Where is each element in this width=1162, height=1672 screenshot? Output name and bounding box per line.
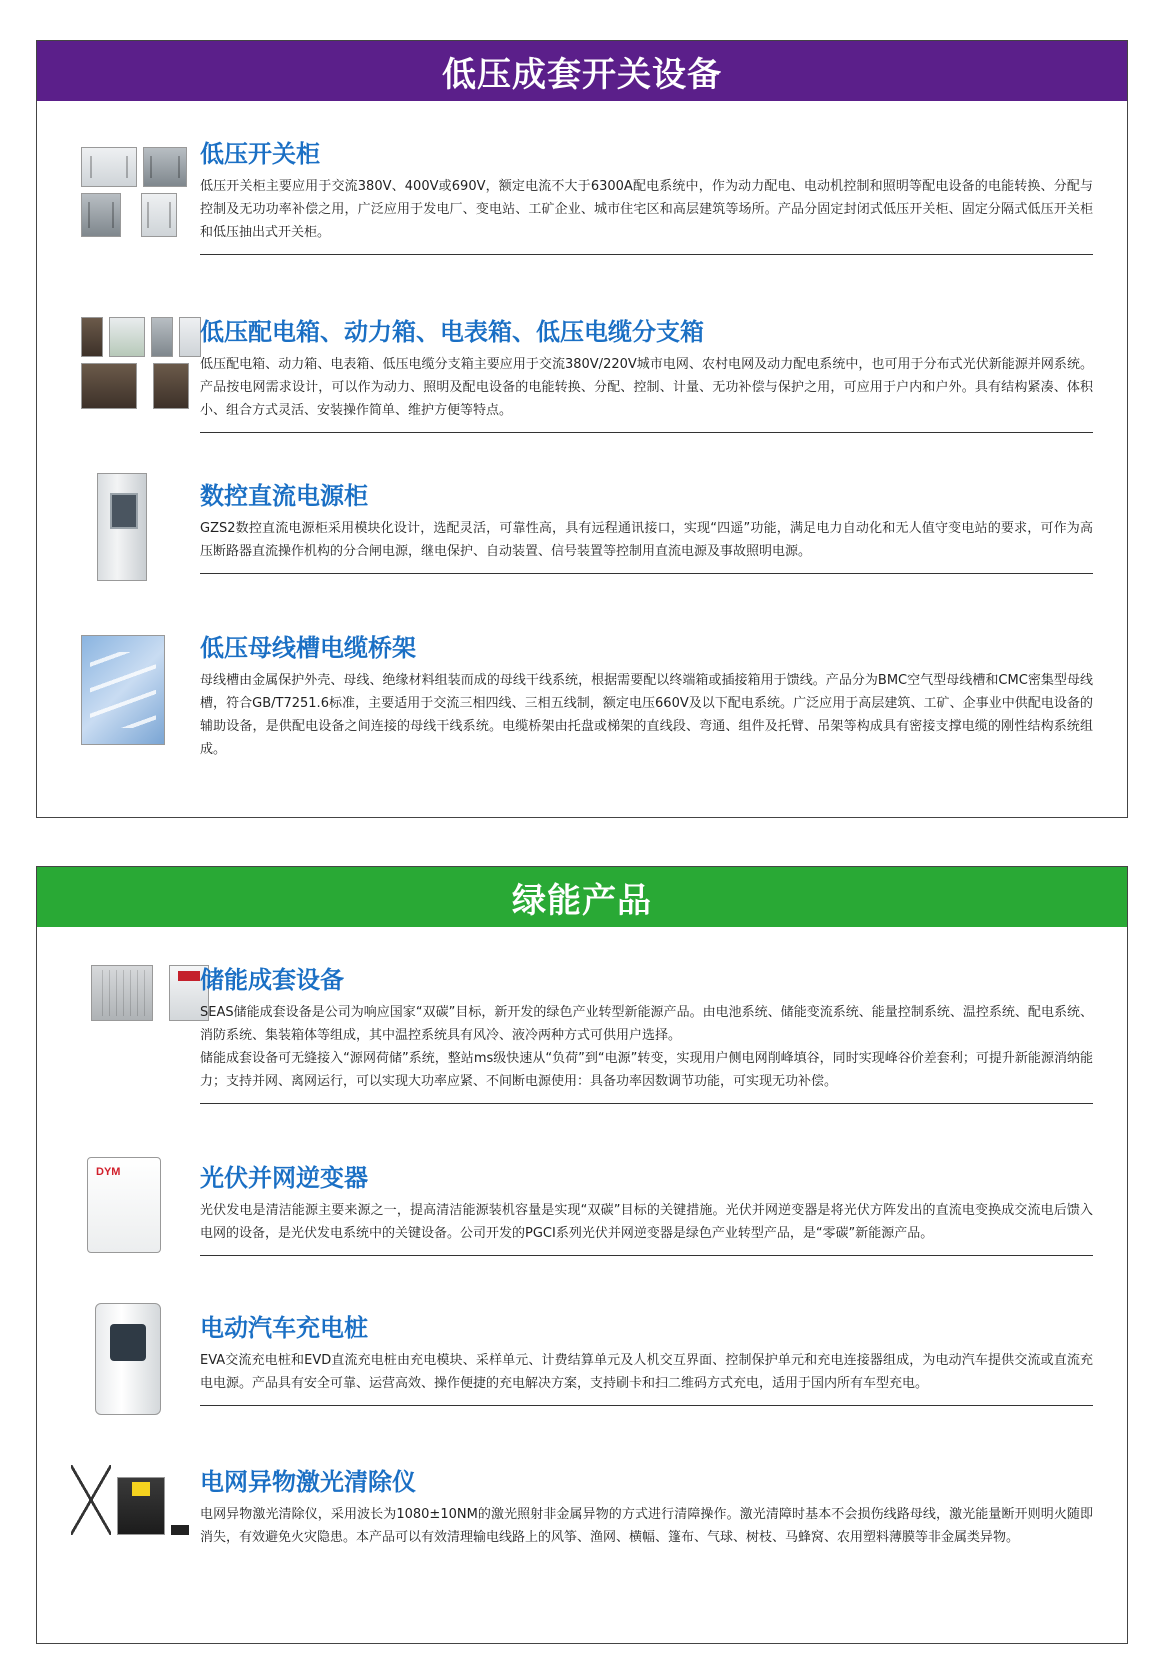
busbar-trunking-photo bbox=[81, 635, 201, 745]
product-title: 光伏并网逆变器 bbox=[200, 1164, 368, 1192]
product-title: 储能成套设备 bbox=[200, 966, 344, 994]
section-lv-switchgear bbox=[36, 40, 1128, 818]
laser-cleaner-photo bbox=[71, 1465, 203, 1535]
product-title: 电网异物激光清除仪 bbox=[200, 1468, 416, 1496]
product-description: EVA交流充电桩和EVD直流充电桩由充电模块、采样单元、计费结算单元及人机交互界面、控制保护单元和充电连接器组成，为电动汽车提供交流或直流充电电源。产品具有安全可靠、运营高效、操作便捷的充电解决方案，支持刷卡和扫二维码方式充电，适用于国内所有车型充电。 bbox=[200, 1353, 1093, 1391]
section-title: 低压成套开关设备 bbox=[37, 41, 1127, 101]
product-title: 低压配电箱、动力箱、电表箱、低压电缆分支箱 bbox=[200, 318, 704, 346]
divider bbox=[200, 1255, 1093, 1256]
product-description: 光伏发电是清洁能源主要来源之一，提高清洁能源装机容量是实现“双碳”目标的关键措施。光伏并网逆变器是将光伏方阵发出的直流电变换成交流电后馈入电网的设备，是光伏发电系统中的关键设备。公司开发的PGCI系列光伏并网逆变器是绿色产业转型产品，是“零碳”新能源产品。 bbox=[200, 1203, 1093, 1241]
divider bbox=[200, 573, 1093, 574]
section-green-energy bbox=[36, 866, 1128, 1644]
divider bbox=[200, 1405, 1093, 1406]
product-description: 电网异物激光清除仪，采用波长为1080±10NM的激光照射非金属异物的方式进行清障操作。激光清障时基本不会损伤线路母线，激光能量断开则明火随即消失，有效避免火灾隐患。本产品可以有效清理输电线路上的风筝、渔网、横幅、篷布、气球、树枝、马蜂窝、农用塑料薄膜等非金属类异物。 bbox=[200, 1507, 1093, 1545]
dc-power-cabinet-photo bbox=[97, 473, 217, 581]
switchgear-cabinets-photo bbox=[81, 147, 201, 237]
ev-charger-photo bbox=[95, 1303, 215, 1415]
product-description: 低压配电箱、动力箱、电表箱、低压电缆分支箱主要应用于交流380V/220V城市电网、农村电网及动力配电系统中，也可用于分布式光伏新能源并网系统。产品按电网需求设计，可以作为动力、照明及配电设备的电能转换、分配、控制、计量、无功补偿与保护之用，可应用于户内和户外。具有结构紧凑、体积小、组合方式灵活、安装操作简单、维护方便等特点。 bbox=[200, 357, 1093, 418]
section-title: 绿能产品 bbox=[37, 867, 1127, 927]
product-description: GZS2数控直流电源柜采用模块化设计，选配灵活，可靠性高，具有远程通讯接口，实现“四遥”功能，满足电力自动化和无人值守变电站的要求，可作为高压断路器直流操作机构的分合闸电源，继电保护、自动装置、信号装置等控制用直流电源及事故照明电源。 bbox=[200, 521, 1093, 559]
product-title: 电动汽车充电桩 bbox=[200, 1314, 368, 1342]
product-description: 母线槽由金属保护外壳、母线、绝缘材料组装而成的母线干线系统，根据需要配以终端箱或插接箱用于馈线。产品分为BMC空气型母线槽和CMC密集型母线槽，符合GB/T7251.6标准，主要适用于交流三相四线、三相五线制，额定电压660V及以下配电系统。广泛应用于高层建筑、工矿、企事业中供配电设备的辅助设备，是供配电设备之间连接的母线干线系统。电缆桥架由托盘或梯架的直线段、弯通、组件及托臂、吊架等构成具有密接支撑电缆的刚性结构系统组成。 bbox=[200, 673, 1093, 757]
divider bbox=[200, 254, 1093, 255]
divider bbox=[200, 1103, 1093, 1104]
divider bbox=[200, 432, 1093, 433]
product-description: SEAS储能成套设备是公司为响应国家“双碳”目标，新开发的绿色产业转型新能源产品。由电池系统、储能变流系统、能量控制系统、温控系统、配电系统、消防系统、集装箱体等组成，其中温控系统具有风冷、液冷两种方式可供用户选择。 bbox=[200, 1005, 1093, 1043]
energy-storage-photo bbox=[91, 965, 211, 1021]
product-description-2: 储能成套设备可无缝接入“源网荷储”系统，整站ms级快速从“负荷”到“电源”转变，实现用户侧电网削峰填谷，同时实现峰谷价差套利；可提升新能源消纳能力；支持并网、离网运行，可以实现大功率应紧、不间断电源使用：具备功率因数调节功能，可实现无功补偿。 bbox=[200, 1051, 1093, 1089]
pv-inverter-photo bbox=[87, 1157, 207, 1253]
product-title: 低压母线槽电缆桥架 bbox=[200, 634, 416, 662]
distribution-boxes-photo bbox=[81, 317, 201, 409]
product-title: 数控直流电源柜 bbox=[200, 482, 368, 510]
product-title: 低压开关柜 bbox=[200, 140, 320, 168]
product-description: 低压开关柜主要应用于交流380V、400V或690V，额定电流不大于6300A配电系统中，作为动力配电、电动机控制和照明等配电设备的电能转换、分配与控制及无功功率补偿之用，广泛应用于发电厂、变电站、工矿企业、城市住宅区和高层建筑等场所。产品分固定封闭式低压开关柜、固定分隔式低压开关柜和低压抽出式开关柜。 bbox=[200, 179, 1093, 240]
